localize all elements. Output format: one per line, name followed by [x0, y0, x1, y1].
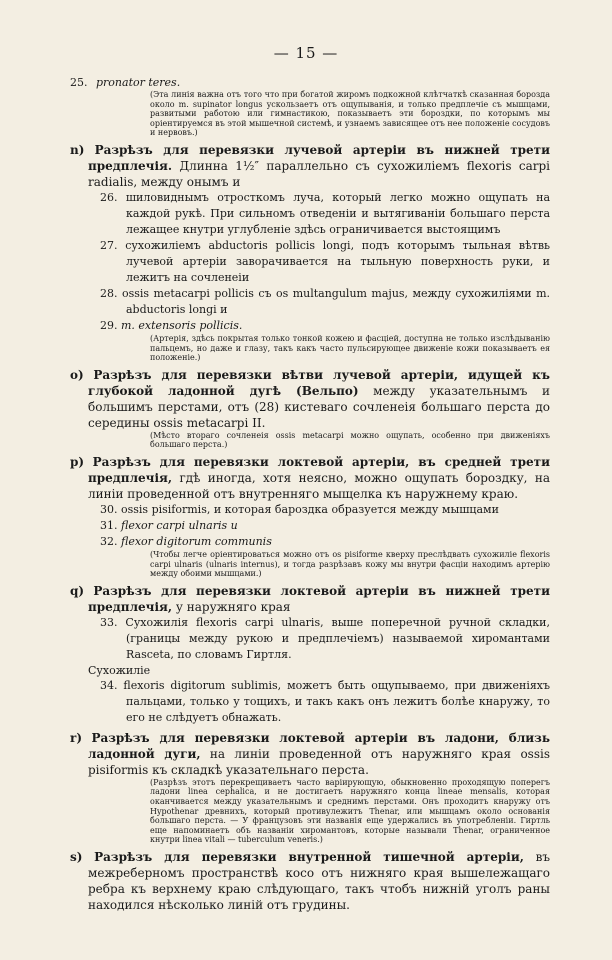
section-r	[70, 730, 550, 778]
note-o: (Мѣсто втораго сочленеія ossis metacarpi можно ощупать, особенно при движеніяхъ большаго перста.)	[150, 430, 550, 450]
section-letter: n)	[70, 142, 85, 157]
section-heading: Разрѣзъ для перевязки вѣтви лучевой артеріи, идущей къ глубокой ладонной дугѣ (Вельпо)	[88, 367, 550, 398]
item-number: 31.	[100, 518, 118, 532]
list-item-29	[100, 318, 550, 334]
list-item-33	[100, 615, 550, 663]
item-number: 33.	[100, 615, 118, 629]
section-heading: Разрѣзъ для перевязки локтевой артеріи въ ладони, близь ладонной дуги,	[88, 730, 550, 761]
list-item-28	[100, 286, 550, 318]
section-text: въ межреберномъ пространствѣ косо отъ нижняго края вышележащаго ребра къ верхнему краю слѣдующаго, такъ чтобъ нижній уголъ раны находился нѣсколько линій отъ грудины.	[88, 849, 550, 912]
item-number: 27.	[100, 238, 118, 252]
section-heading: Разрѣзъ для перевязки локтевой артеріи, въ средней трети предплечія,	[88, 454, 550, 485]
list-item-34	[100, 678, 551, 726]
list-item-30	[100, 502, 550, 518]
note-32: (Чтобы легче оріентироваться можно отъ os pisiforme кверху преслѣдвать сухожиліе flexoris carpi ulnaris (ulnaris internus), и тогда разрѣзавъ кожу мы внутри фасціи находимъ артерію между обоими мышцами.)	[150, 549, 550, 579]
section-text: у наружняго края	[172, 599, 291, 614]
item-text: ossis metacarpi pollicis съ os multangulum majus, между сухожиліями m. abductoris longi и	[121, 286, 550, 316]
note-25: (Эта линія важна отъ того что при богатой жиромъ подкожной клѣтчаткѣ сказанная борозда около m. supinator longus ускользаетъ отъ ощупыванія, и только предплечіе съ мышцами, развитыми работою или гимнастикою, показываетъ эти бороздки, по которымъ мы оріентируемся въ этой мышечной системѣ, и узнаемъ зависящее отъ нее положеніе сосудовъ и нервовъ.)	[150, 90, 550, 138]
section-n	[70, 142, 550, 190]
item-number: 28.	[100, 286, 118, 300]
section-text: гдѣ иногда, хотя неясно, можно ощупать бороздку, на линіи проведенной отъ внутренняго мыщелка къ наружнему краю.	[88, 470, 550, 501]
item-text: flexoris digitorum sublimis, можетъ быть ощупываемо, при движеніяхъ пальцами, только у тощихъ, и такъ какъ онъ лежитъ болѣе кнаружу, то его не слѣдуетъ обнажать.	[123, 678, 551, 724]
item-text: Сухожилія flexoris carpi ulnaris, выше поперечной ручной складки, (границы между рукою и предплечіемъ) называемой хиромантами Rasceta, по словамъ Гиртля.	[125, 615, 550, 661]
section-heading: Разрѣзъ для перевязки лучевой артеріи въ нижней трети предплечія.	[88, 142, 550, 173]
list-item-31	[100, 518, 550, 534]
note-29: (Артерія, здѣсь покрытая только тонкой кожею и фасціей, доступна не только изслѣдыванію пальцемъ, но даже и глазу, такъ какъ часто пульсирующее движеніе кожи показываетъ ея положеніе.)	[150, 333, 550, 363]
section-text: на линіи проведенной отъ наружняго края ossis pisiformis къ складкѣ указательнаго перста.	[88, 746, 550, 777]
list-item-27	[100, 238, 550, 286]
section-q	[70, 583, 550, 615]
section-o	[70, 367, 550, 431]
section-s	[70, 849, 550, 913]
section-p	[70, 454, 550, 502]
section-text: Длинна 1½″ параллельно съ сухожиліемъ flexoris carpi radialis, между онымъ и	[88, 158, 550, 189]
note-r: (Разрѣзъ этотъ перекрещиваетъ часто варіирующую, обыкновенно проходящую поперегъ ладони linea cephalica, и не достигаетъ наружняго конца lineae mensalis, которая оканчивается между указательнымъ и среднимъ перстами. Онъ проходитъ кнаружу отъ Hypothenar древнихъ, который противулежитъ Thenar, или мышцамъ около основанія большаго перста. — У французовъ эти названія еще удержались въ употребленіи. Гиртль еще напоминаетъ объ названіи хиромантовъ, которые называли Thenar, ограниченное кнутри linea vitali — tuberculum veneris.)	[150, 777, 550, 845]
list-item-25	[70, 76, 550, 90]
section-heading: Разрѣзъ для перевязки локтевой артеріи въ нижней трети предплечія,	[88, 583, 550, 614]
section-text: между указательнымъ и большимъ перстами, отъ (28) кистеваго сочленеія большаго перста до середины ossis metacarpi II.	[88, 383, 550, 430]
page-body	[70, 76, 550, 913]
item-text: flexor carpi ulnaris и	[121, 518, 238, 532]
item-text: сухожиліемъ abductoris pollicis longi, подъ которымъ тыльная вѣтвь лучевой артеріи заворачивается на тыльную поверхность руки, и лежитъ на сочленеіи	[125, 238, 550, 284]
item-text: pronator teres.	[96, 76, 181, 89]
list-item-32	[100, 534, 550, 550]
section-letter: q)	[70, 583, 85, 598]
plain-text: Сухожиліе	[88, 663, 151, 677]
item-text: ossis pisiformis, и которая бароздка образуется между мышцами	[121, 502, 499, 516]
section-letter: r)	[70, 730, 82, 745]
item-text: m. extensoris pollicis.	[121, 318, 243, 332]
section-letter: o)	[70, 367, 84, 382]
section-letter: s)	[70, 849, 83, 864]
list-item-26	[100, 190, 551, 238]
item-text: flexor digitorum communis	[121, 534, 272, 548]
item-number: 32.	[100, 534, 118, 548]
item-number: 25.	[70, 76, 88, 89]
item-number: 29.	[100, 318, 118, 332]
item-number: 34.	[100, 678, 118, 692]
section-heading: Разрѣзъ для перевязки внутренной тишечной артеріи,	[94, 849, 524, 864]
item-number: 26.	[100, 190, 118, 204]
page-number: — 15 —	[273, 44, 339, 62]
section-letter: p)	[70, 454, 85, 469]
item-number: 30.	[100, 502, 118, 516]
item-text: шиловиднымъ отросткомъ луча, который легко можно ощупать на каждой рукѣ. При сильномъ отведеніи и вытягиваніи большаго перста лежащее кнутри углубленіе здѣсь ограничивается выстоящимъ	[125, 190, 551, 236]
